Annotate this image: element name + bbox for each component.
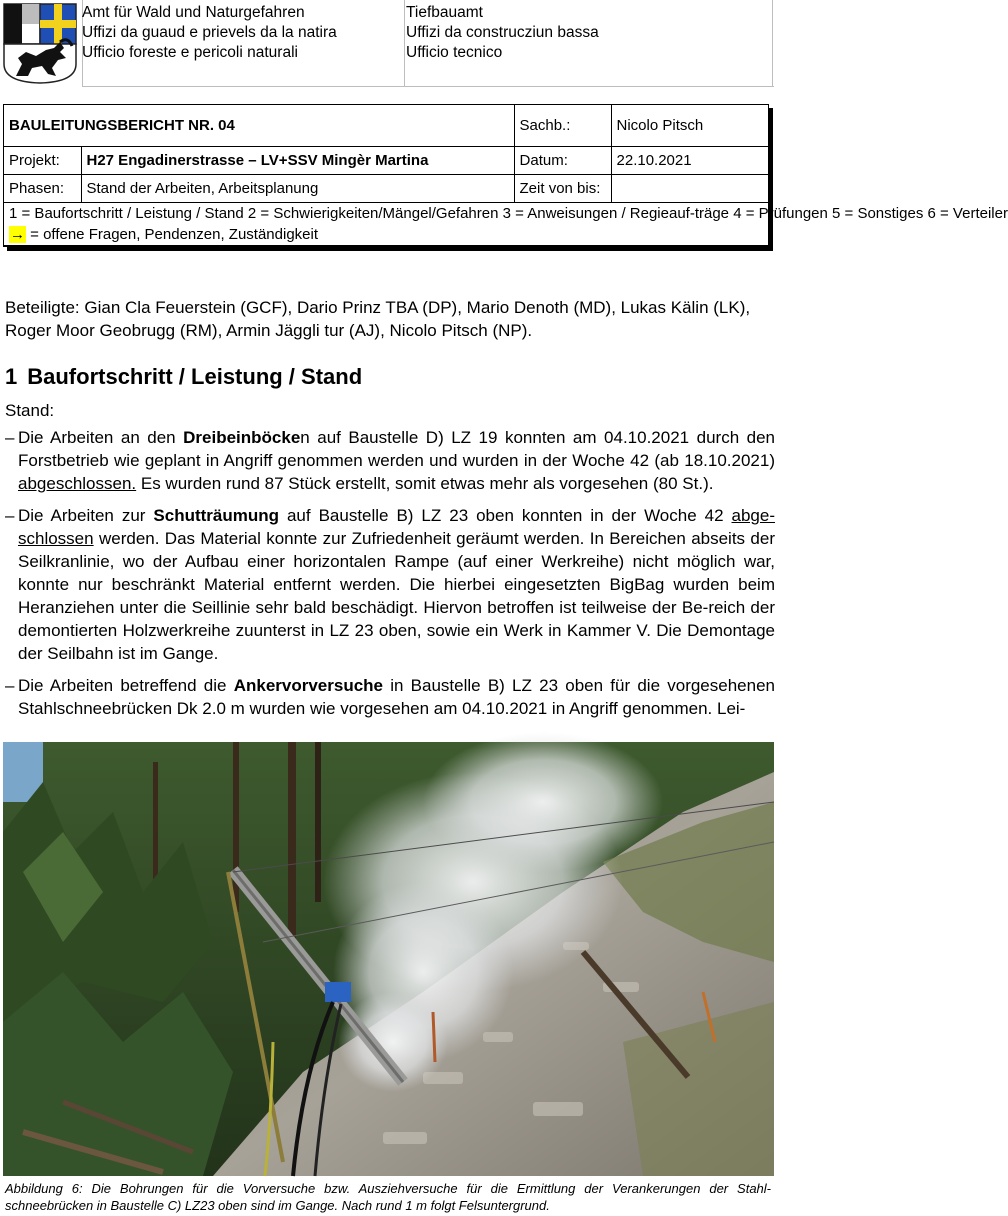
office-civil-lines xyxy=(406,3,599,63)
office-line: Ufficio foreste e pericoli naturali xyxy=(82,44,298,61)
item-text: auf Baustelle B) LZ 23 oben konnten in der Woche 42 xyxy=(279,506,732,525)
item-keyword: Dreibeinböcke xyxy=(183,428,301,447)
letterhead xyxy=(2,0,772,88)
sachb-label: Sachb.: xyxy=(514,105,611,147)
list-item xyxy=(5,426,775,495)
item-keyword: Schutträumung xyxy=(153,506,280,525)
graubuenden-coat-of-arms-icon xyxy=(2,2,78,84)
item-text: in Baustelle B) LZ 23 oben für die vorgesehenen Stahlschneebrücken Dk 2.0 m wurden wie vorgesehen am 04.10.2021 in Angriff genommen. Lei- xyxy=(18,676,775,718)
datum-label: Datum: xyxy=(514,147,611,175)
progress-list xyxy=(5,426,775,729)
dash: – xyxy=(5,428,15,447)
legend-categories: 1 = Baufortschritt / Leistung / Stand 2 = Schwierigkeiten/Mängel/Gefahren 3 = Anweisungen / Regieauf-träge 4 = Prüfungen 5 = Sonstiges 6 = Verteiler xyxy=(9,205,1008,222)
participants: Beteiligte: Gian Cla Feuerstein (GCF), Dario Prinz TBA (DP), Mario Denoth (MD), Lukas Kälin (LK), Roger Moor Geobrugg (RM), Armin Jäggli tur (AJ), Nicolo Pitsch (NP). xyxy=(5,298,751,340)
office-line: Uffizi da construcziun bassa xyxy=(406,24,599,41)
list-item xyxy=(5,504,775,665)
photo-caption: Abbildung 6: Die Bohrungen für die Vorversuche bzw. Ausziehversuche für die Ermittlung der Verankerungen der Stahl-schneebrücken in Baustelle C) LZ23 oben sind im Gange. Nach rund 1 m folgt Felsuntergrund. xyxy=(5,1181,771,1213)
dash: – xyxy=(5,506,15,525)
legend-arrow-line xyxy=(9,224,763,245)
datum-value: 22.10.2021 xyxy=(611,147,768,175)
section-title: Baufortschritt / Leistung / Stand xyxy=(27,364,363,389)
sachb-value: Nicolo Pitsch xyxy=(611,105,768,147)
office-line: Amt für Wald und Naturgefahren xyxy=(82,4,305,21)
report-title: BAULEITUNGSBERICHT NR. 04 xyxy=(4,105,514,147)
drilling-site-photo xyxy=(3,742,774,1176)
stand-label: Stand: xyxy=(5,401,55,420)
projekt-label: Projekt: xyxy=(4,147,81,175)
phasen-label: Phasen: xyxy=(4,175,81,203)
item-keyword: Ankervorversuche xyxy=(233,676,384,695)
office-line: Uffizi da guaud e prievels da la natira xyxy=(82,24,337,41)
legend-arrow-text: = offene Fragen, Pendenzen, Zuständigkeit xyxy=(26,226,319,243)
zeit-value xyxy=(611,175,768,203)
legend xyxy=(4,203,1008,246)
item-text: werden. Das Material konnte zur Zufriedenheit geräumt werden. In Bereichen abseits der Seilkranlinie, wo der Aufbau einer horizontalen Rampe (auf einer Werkreihe) nicht möglich war, konnte nur beschränkt Material entfernt werden. Die hierbei eingesetzten BigBag wurden beim Heranziehen unter die Seillinie sehr bald beschädigt. Hiervon betroffen ist teilweise der Be-reich der demontierten Holzwerkreihe zuunterst in LZ 23 oben, sowie ein Werk in Kammer V. Die Demontage der Seilbahn ist im Gange. xyxy=(18,529,775,663)
item-text: Die Arbeiten an den xyxy=(18,428,184,447)
item-text: Die Arbeiten zur xyxy=(18,506,154,525)
item-text: Die Arbeiten betreffend die xyxy=(18,676,234,695)
item-status: abgeschlossen. xyxy=(18,474,137,493)
zeit-label: Zeit von bis: xyxy=(514,175,611,203)
item-text: Es wurden rund 87 Stück erstellt, somit etwas mehr als vorgesehen (80 St.). xyxy=(136,474,714,493)
item-text: n auf Baustelle D) LZ 19 konnten am 04.10.2021 durch den Forstbetrieb wie geplant in Angriff genommen werden und wurden in der Woche 42 (ab 18.10.2021) xyxy=(18,428,775,470)
office-forest-lines xyxy=(82,3,337,63)
item-status: abge-schlossen xyxy=(18,506,775,548)
dash: – xyxy=(5,676,15,695)
office-line: Tiefbauamt xyxy=(406,4,483,21)
phasen-value: Stand der Arbeiten, Arbeitsplanung xyxy=(81,175,514,203)
section-heading xyxy=(5,364,372,390)
report-header-table xyxy=(3,104,1008,247)
office-line: Ufficio tecnico xyxy=(406,44,503,61)
arrow-right-icon: → xyxy=(10,226,25,243)
list-item xyxy=(5,674,775,720)
projekt-value: H27 Engadinerstrasse – LV+SSV Mingèr Martina xyxy=(81,147,514,175)
section-number: 1 xyxy=(5,364,18,389)
